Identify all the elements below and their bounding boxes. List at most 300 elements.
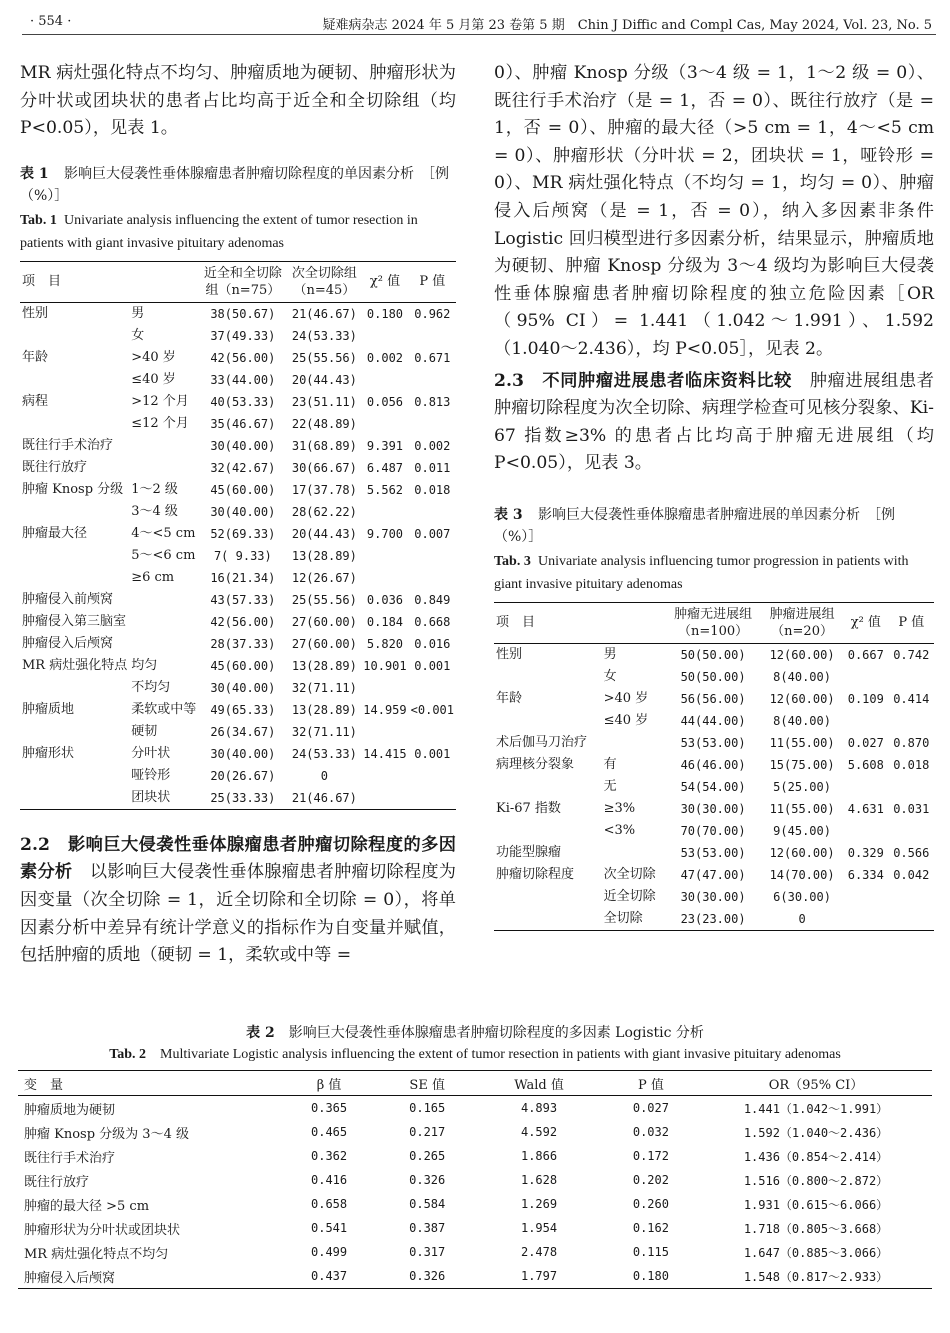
table2-row (18, 1144, 932, 1168)
multivariate-paragraph: 0）、肿瘤 Knosp 分级（3～4 级 = 1，1～2 级 = 0）、既往行手术治疗（是 = 1，否 = 0）、既往行放疗（是 = 1，否 = 0）、肿瘤的最大径（>5 cm = 1，4～<5 cm = 0）、肿瘤形状（分叶状 = 2，团块状 = 1，哑铃形 = 0）、MR 病灶强化特点（不均匀 = 1，均匀 = 0）、肿瘤侵入后颅窝（是 = 1，否 = 0），纳入多因素非条件 Logistic 回归模型进行多因素分析，结果显示，肿瘤质地为硬韧、肿瘤 Knosp 分级为 3～4 级均为影响巨大侵袭性垂体腺瘤患者肿瘤切除程度的独立危险因素［OR（95% CI）= 1.441（1.042～1.991）、1.592（1.040～2.436），均 P<0.05］，见表 2。 (494, 63, 934, 359)
table3-row-cell: 70(70.00) (680, 823, 746, 838)
table3-row-cell: 6(30.00) (773, 889, 831, 904)
table1-row-cell: MR 病灶强化特点 (22, 657, 128, 673)
table3-row (494, 820, 934, 842)
table3-row-cell (602, 732, 665, 754)
table3-row-cell: 44(44.00) (680, 713, 746, 728)
table1-row-cell (361, 369, 408, 391)
table1-row-cell (361, 413, 408, 435)
table1-row-cell: 0.002 (414, 438, 451, 453)
table1-header-group1: 近全和全切除组（n=75） (198, 261, 287, 302)
table1-row (20, 699, 456, 721)
table2-header-se: SE 值 (378, 1071, 476, 1096)
table1-row (20, 611, 456, 633)
table1-row-cell: 24(53.33) (291, 746, 357, 761)
table1-row-cell: 肿瘤最大径 (22, 525, 88, 541)
table2-row-cell: 0.165 (409, 1101, 446, 1115)
left-column (20, 60, 456, 970)
table2-row-cell: 1.628 (520, 1173, 558, 1187)
table1-row-cell: 20(44.43) (291, 372, 357, 387)
table1-row (20, 545, 456, 567)
table3-row-cell: 无 (603, 778, 617, 794)
table3-row-cell: 11(55.00) (769, 801, 835, 816)
table1-row-cell: 肿瘤侵入第三脑室 (22, 613, 127, 629)
table1-row-cell: 0.018 (414, 482, 451, 497)
table1-row-cell: 0.671 (414, 350, 451, 365)
table3-row-cell: 11(55.00) (769, 735, 835, 750)
table2 (18, 1070, 932, 1289)
table1-row-cell (361, 765, 408, 787)
table1-row-cell: 哑铃形 (131, 767, 171, 783)
table2-row-cell: 1.269 (520, 1197, 558, 1211)
section-2-3-body: 肿瘤进展组患者肿瘤切除程度为次全切除、病理学检查可见核分裂象、Ki-67 指数≥3% 的患者占比均高于肿瘤无进展组（均 P<0.05），见表 3。 (494, 370, 934, 474)
table1-row-cell: 肿瘤侵入后颅窝 (22, 635, 114, 651)
table3-row-cell: 15(75.00) (769, 757, 835, 772)
table2-label-zh: 表 2 (246, 1025, 275, 1041)
table3-row (494, 886, 934, 908)
table3-row-cell: 男 (603, 646, 617, 662)
table1-row-cell: 23(51.11) (291, 394, 357, 409)
table2-row-cell: 1.954 (520, 1221, 558, 1235)
table1-row-cell: 25(55.56) (291, 350, 357, 365)
table1-row-cell (361, 501, 408, 523)
table1-row-cell: 年龄 (22, 349, 49, 365)
table1-row-cell (129, 435, 198, 457)
table1-row-cell: 32(71.11) (291, 680, 357, 695)
table1-row (20, 765, 456, 787)
table1-header-item: 项 目 (20, 261, 198, 302)
table1-label-en: Tab. 1 (20, 212, 57, 228)
table1-row-cell: 13(28.89) (291, 548, 357, 563)
table3-row (494, 688, 934, 710)
page-header (22, 10, 936, 35)
table1-row-cell: 0.002 (366, 350, 404, 365)
table1-row-cell: 42(56.00) (210, 614, 276, 629)
table1-row-cell: 不均匀 (131, 679, 171, 695)
section-2-2 (20, 832, 456, 970)
table3-row-cell: 女 (603, 668, 617, 684)
table1-row-cell (409, 545, 456, 567)
table1-row-cell (409, 501, 456, 523)
table1-row-cell: 0.036 (366, 592, 404, 607)
table1-row-cell: 0.813 (414, 394, 451, 409)
table1-row-cell: ≤12 个月 (131, 415, 189, 431)
table1-row-cell: 9.700 (366, 526, 404, 541)
table3-row-cell: 54(54.00) (680, 779, 746, 794)
table2-row-cell: 1.718（0.805～3.668） (743, 1221, 889, 1236)
table1-row-cell (20, 325, 129, 347)
table3-row-cell (843, 776, 888, 798)
table3-row-cell: 30(30.00) (680, 889, 746, 904)
table1-row-cell: 均匀 (131, 657, 158, 673)
table1-row (20, 435, 456, 457)
table2-row (18, 1240, 932, 1264)
table3-row (494, 842, 934, 864)
table1-row (20, 523, 456, 545)
table1-row-cell: 0.011 (414, 460, 451, 475)
table3-row-cell: 12(60.00) (769, 845, 835, 860)
table3-row-cell (889, 886, 934, 908)
table3-row-cell: 0.329 (847, 845, 884, 860)
table3-row-cell: 0.031 (893, 801, 930, 816)
table2-caption-en: Multivariate Logistic analysis influencing the extent of tumor resection in patients with giant invasive pituitary adenomas (160, 1047, 841, 1062)
table1-row-cell: 30(40.00) (210, 504, 276, 519)
table1-row-cell (129, 633, 198, 655)
table1-row-cell: 38(50.67) (210, 306, 276, 321)
table2-block (18, 1022, 932, 1289)
table3-row-cell: 12(60.00) (769, 647, 835, 662)
table1-row-cell: 14.415 (363, 746, 407, 761)
table3-row-cell: 12(60.00) (769, 691, 835, 706)
table3-row-cell (843, 710, 888, 732)
table1-row-cell: 30(66.67) (291, 460, 357, 475)
table1-row (20, 633, 456, 655)
table2-row-cell: 0.027 (632, 1101, 669, 1115)
table3-row-cell (494, 908, 602, 931)
table3-header-group2: 肿瘤进展组（n=20） (761, 602, 843, 643)
table2-row-cell: 肿瘤的最大径 >5 cm (24, 1198, 150, 1214)
table1-row-cell: 男 (131, 305, 145, 321)
table1-row-cell: 7( 9.33) (213, 548, 272, 563)
table1-row-cell (129, 589, 198, 611)
table1-row-cell: 4～<5 cm (131, 525, 196, 541)
table1-row-cell (20, 545, 129, 567)
table3-row-cell: 8(40.00) (773, 713, 831, 728)
table1-row-cell: 28(37.33) (210, 636, 276, 651)
table3-row-cell: 肿瘤切除程度 (496, 866, 575, 882)
table3-row-cell: 5.608 (847, 757, 884, 772)
table3-row (494, 643, 934, 666)
table1-row-cell: 32(42.67) (210, 460, 276, 475)
table1-row-cell: 13(28.89) (291, 658, 357, 673)
table3-caption-zh: 影响巨大侵袭性垂体腺瘤患者肿瘤进展的单因素分析 ［例（%）］ (494, 506, 895, 545)
table3-row-cell (494, 666, 602, 688)
right-column (494, 60, 934, 931)
table3-row-cell: Ki-67 指数 (496, 800, 561, 816)
table1-row (20, 457, 456, 479)
table3-row (494, 666, 934, 688)
table1-row (20, 743, 456, 765)
table1-row (20, 413, 456, 435)
table2-row-cell: 肿瘤质地为硬韧 (24, 1102, 116, 1118)
table1-label-zh: 表 1 (20, 165, 49, 182)
table3-row-cell: 0 (761, 908, 843, 931)
table1-row-cell: 既往行放疗 (22, 459, 88, 475)
table2-header-wald: Wald 值 (476, 1071, 602, 1096)
table1-row-cell (361, 787, 408, 810)
table1-row-cell (361, 677, 408, 699)
table1-row-cell: 柔软或中等 (131, 701, 197, 717)
table2-row-cell: 1.647（0.885～3.066） (743, 1245, 889, 1260)
table3-row-cell (843, 820, 888, 842)
table1-row-cell: 5.820 (366, 636, 404, 651)
table3-row-cell: >40 岁 (603, 690, 649, 706)
table3-header-chi: χ² 值 (843, 602, 888, 643)
table3-row-cell: 30(30.00) (680, 801, 746, 816)
table2-row-cell: 0.387 (409, 1221, 446, 1235)
table1-row-cell: 16(21.34) (210, 570, 276, 585)
table1-row-cell (409, 787, 456, 810)
table1-row-cell: 0.056 (366, 394, 404, 409)
table1-row-cell: 30(40.00) (210, 680, 276, 695)
table3-row-cell: 4.631 (847, 801, 884, 816)
table1-row-cell (409, 413, 456, 435)
table3-row-cell (889, 908, 934, 931)
table2-row-cell: 肿瘤侵入后颅窝 (18, 1264, 280, 1289)
table2-row-cell: 0.541 (311, 1221, 348, 1235)
table1-header-group2: 次全切除组（n=45） (287, 261, 361, 302)
table1-row-cell (409, 765, 456, 787)
table3-row-cell: 50(50.00) (680, 647, 746, 662)
table3-row-cell (889, 666, 934, 688)
table1-caption-zh: 影响巨大侵袭性垂体腺瘤患者肿瘤切除程度的单因素分析 ［例（%）］ (20, 165, 449, 204)
table2-row-cell: 0.658 (311, 1197, 348, 1211)
table3-row-cell (843, 666, 888, 688)
table1-row-cell (361, 721, 408, 743)
table1 (20, 261, 456, 810)
table1-row-cell (409, 721, 456, 743)
table2-row-cell: 1.866 (520, 1149, 558, 1163)
table2-row (18, 1096, 932, 1121)
table2-row-cell: 4.592 (520, 1125, 558, 1139)
table1-row-cell: 32(71.11) (291, 724, 357, 739)
table1-row-cell: 女 (131, 327, 145, 343)
table1-row-cell: 45(60.00) (210, 658, 276, 673)
table1-row-cell: 52(69.33) (210, 526, 276, 541)
table3-row-cell (889, 820, 934, 842)
table1-row-cell: 0.849 (414, 592, 451, 607)
table1-row (20, 302, 456, 325)
table1-row-cell (20, 501, 129, 523)
table1-row-cell: 5～<6 cm (131, 547, 196, 563)
table2-row-cell: 既往行手术治疗 (24, 1150, 116, 1166)
table2-row (18, 1216, 932, 1240)
table1-row-cell: 肿瘤侵入前颅窝 (22, 591, 114, 607)
table1-row (20, 589, 456, 611)
table2-row (18, 1192, 932, 1216)
table3-row-cell (843, 886, 888, 908)
table1-row-cell: 10.901 (363, 658, 407, 673)
table1-row-cell: 6.487 (366, 460, 404, 475)
table1-row-cell: 12(26.67) (291, 570, 357, 585)
table3-row-cell: 46(46.00) (680, 757, 746, 772)
table1-row-cell: 0.180 (366, 306, 404, 321)
table1-row-cell: 13(28.89) (291, 702, 357, 717)
table1-row-cell: 33(44.00) (210, 372, 276, 387)
table2-row-cell: 1.516（0.800～2.872） (743, 1173, 889, 1188)
table3-caption (494, 504, 934, 596)
table1-row-cell: 28(62.22) (291, 504, 357, 519)
table1-row-cell: 3～4 级 (131, 503, 178, 519)
table3-row-cell: 病理核分裂象 (496, 756, 575, 772)
table1-row-cell (409, 567, 456, 589)
table1-row-cell (361, 567, 408, 589)
table3-row-cell: 有 (603, 756, 617, 772)
table3-row-cell (889, 776, 934, 798)
table1-row-cell (361, 325, 408, 347)
table1-row-cell: 21(46.67) (287, 787, 361, 810)
table3-row-cell (494, 886, 602, 908)
table3-row-cell: 0.018 (893, 757, 930, 772)
table2-row-cell: 1.441（1.042～1.991） (743, 1101, 889, 1116)
table3 (494, 602, 934, 931)
table3-row-cell (494, 776, 602, 798)
table3-row-cell: 0.414 (893, 691, 930, 706)
table1-row (20, 479, 456, 501)
table2-row-cell: 肿瘤形状为分叶状或团块状 (24, 1222, 181, 1238)
table3-row-cell: 0.109 (847, 691, 884, 706)
table2-row-cell: 0.326 (378, 1264, 476, 1289)
table1-row-cell (361, 545, 408, 567)
section-2-3 (494, 368, 934, 478)
table1-row-cell: 9.391 (366, 438, 404, 453)
table1-row-cell: 0 (320, 768, 328, 783)
table1-row-cell: 31(68.89) (291, 438, 357, 453)
table2-row-cell: 0.217 (409, 1125, 446, 1139)
table1-row-cell: 25(55.56) (291, 592, 357, 607)
table3-row-cell (843, 908, 888, 931)
table2-header-p: P 值 (602, 1071, 700, 1096)
table1-row-cell: ≥6 cm (131, 569, 175, 585)
table1-row-cell: 30(40.00) (210, 438, 276, 453)
table1-row-cell (20, 677, 129, 699)
table1-row-cell: 14.959 (363, 702, 407, 717)
table1-row-cell: 性别 (22, 305, 49, 321)
table1-row-cell: >40 岁 (131, 349, 176, 365)
table1-row (20, 325, 456, 347)
table3-row-cell: 性别 (496, 646, 523, 662)
table1-row-cell (409, 677, 456, 699)
table2-row-cell: 0.465 (311, 1125, 348, 1139)
table2-row-cell: 0.437 (280, 1264, 378, 1289)
table1-row-cell: 分叶状 (131, 745, 171, 761)
table1-row (20, 501, 456, 523)
table1-row-cell: <0.001 (410, 702, 454, 717)
intro-paragraph: MR 病灶强化特点不均匀、肿瘤质地为硬韧、肿瘤形状为分叶状或团块状的患者占比均高于近全和全切除组（均 P<0.05），见表 1。 (20, 63, 456, 139)
table3-row-cell (494, 710, 602, 732)
table2-row-cell: 0.032 (632, 1125, 669, 1139)
table2-row-cell: 0.584 (409, 1197, 446, 1211)
table1-row-cell (20, 787, 129, 810)
table2-row-cell: 1.592（1.040～2.436） (743, 1125, 889, 1140)
table2-header-variable: 变 量 (18, 1071, 280, 1096)
table2-caption-zh: 影响巨大侵袭性垂体腺瘤患者肿瘤切除程度的多因素 Logistic 分析 (288, 1025, 704, 1041)
table3-row-cell (889, 710, 934, 732)
table2-header-beta: β 值 (280, 1071, 378, 1096)
table3-row-cell: 53(53.00) (680, 735, 746, 750)
table2-row-cell: 既往行放疗 (24, 1174, 90, 1190)
table3-row-cell: 56(56.00) (680, 691, 746, 706)
table1-row-cell: 0.001 (414, 746, 451, 761)
table3-label-en: Tab. 3 (494, 553, 531, 569)
journal-running-title: 疑难病杂志 2024 年 5 月第 23 卷第 5 期 Chin J Diffic and Compl Cas, May 2024, Vol. 23, No. 5 (322, 18, 932, 33)
table1-row-cell: 25(33.33) (198, 787, 287, 810)
table3-row-cell: 近全切除 (603, 888, 656, 904)
table1-row-cell: ≤40 岁 (131, 371, 176, 387)
table1-row-cell: 49(65.33) (210, 702, 276, 717)
table3-row-cell: 0.742 (893, 647, 930, 662)
table3-row (494, 732, 934, 754)
table1-row (20, 347, 456, 369)
table1-row-cell: 22(48.89) (291, 416, 357, 431)
table2-row-cell: 0.365 (311, 1101, 348, 1115)
table1-row-cell: 20(44.43) (291, 526, 357, 541)
table1-row-cell: 既往行手术治疗 (22, 437, 114, 453)
table3-row (494, 908, 934, 931)
table1-row (20, 567, 456, 589)
table3-row-cell: 23(23.00) (665, 908, 761, 931)
table3-row (494, 754, 934, 776)
table3-header-item: 项 目 (494, 602, 665, 643)
table1-row-cell: >12 个月 (131, 393, 189, 409)
table1-row-cell: 5.562 (366, 482, 404, 497)
table3-row-cell: 术后伽马刀治疗 (496, 734, 588, 750)
table3-row-cell: 8(40.00) (773, 669, 831, 684)
table3-row-cell: 9(45.00) (773, 823, 831, 838)
section-2-2-heading: 2.2 影响巨大侵袭性垂体腺瘤患者肿瘤切除程度的多因素分析 (20, 834, 456, 883)
table1-row-cell: 病程 (22, 393, 49, 409)
table1-row-cell: 0.007 (414, 526, 451, 541)
table1-row-cell: 0.962 (414, 306, 451, 321)
page-number: · 554 · (30, 14, 72, 29)
table2-header-or: OR（95% CI） (700, 1071, 932, 1096)
table1-row-cell: 团块状 (129, 787, 198, 810)
table1-row-cell (20, 369, 129, 391)
table1-row (20, 369, 456, 391)
table3-row (494, 864, 934, 886)
table1-row (20, 787, 456, 810)
table1-row-cell: 24(53.33) (291, 328, 357, 343)
table2-row-cell: 肿瘤 Knosp 分级为 3～4 级 (24, 1126, 189, 1142)
table3-row-cell: 47(47.00) (680, 867, 746, 882)
table1-row-cell (129, 611, 198, 633)
table1-row-cell: 21(46.67) (291, 306, 357, 321)
table3-row (494, 776, 934, 798)
table2-row-cell: 0.317 (409, 1245, 446, 1259)
table1-row-cell: 40(53.33) (210, 394, 276, 409)
table1-row-cell (409, 369, 456, 391)
table2-row-cell: 4.893 (520, 1101, 558, 1115)
table1-header-chi: χ² 值 (361, 261, 408, 302)
table2-row-cell: 0.202 (632, 1173, 669, 1187)
table3-row-cell: 0.566 (893, 845, 930, 860)
table1-caption-en: Univariate analysis influencing the extent of tumor resection in patients with giant invasive pituitary adenomas (20, 212, 418, 251)
table3-header-p: P 值 (889, 602, 934, 643)
table1-row-cell: 26(34.67) (210, 724, 276, 739)
table1-row-cell (129, 457, 198, 479)
table1-row-cell (20, 567, 129, 589)
table1-row-cell: 35(46.67) (210, 416, 276, 431)
table1-row-cell (20, 721, 129, 743)
table2-row-cell: 0.172 (632, 1149, 669, 1163)
table1-row (20, 655, 456, 677)
table2-row-cell: 0.499 (311, 1245, 348, 1259)
section-2-2-body: 以影响巨大侵袭性垂体腺瘤患者肿瘤切除程度为因变量（次全切除 = 1，近全切除和全切除 = 0），将单因素分析中差异有统计学意义的指标作为自变量并赋值，包括肿瘤的质地（硬韧 = 1，柔软或中等 = (20, 862, 456, 966)
table2-label-en: Tab. 2 (109, 1047, 147, 1062)
table1-row-cell: 肿瘤质地 (22, 701, 75, 717)
table3-row (494, 710, 934, 732)
table1-row (20, 391, 456, 413)
table2-row-cell: 0.162 (632, 1221, 669, 1235)
table3-row-cell: 0.667 (847, 647, 884, 662)
table1-row-cell: 1～2 级 (131, 481, 178, 497)
table1-row-cell: 27(60.00) (291, 614, 357, 629)
table3-row-cell: 0.027 (847, 735, 884, 750)
table1-row-cell: 45(60.00) (210, 482, 276, 497)
table3-row-cell: 次全切除 (603, 866, 656, 882)
table3-row-cell: 功能型腺瘤 (496, 844, 562, 860)
table3-row-cell: ≥3% (603, 800, 636, 816)
